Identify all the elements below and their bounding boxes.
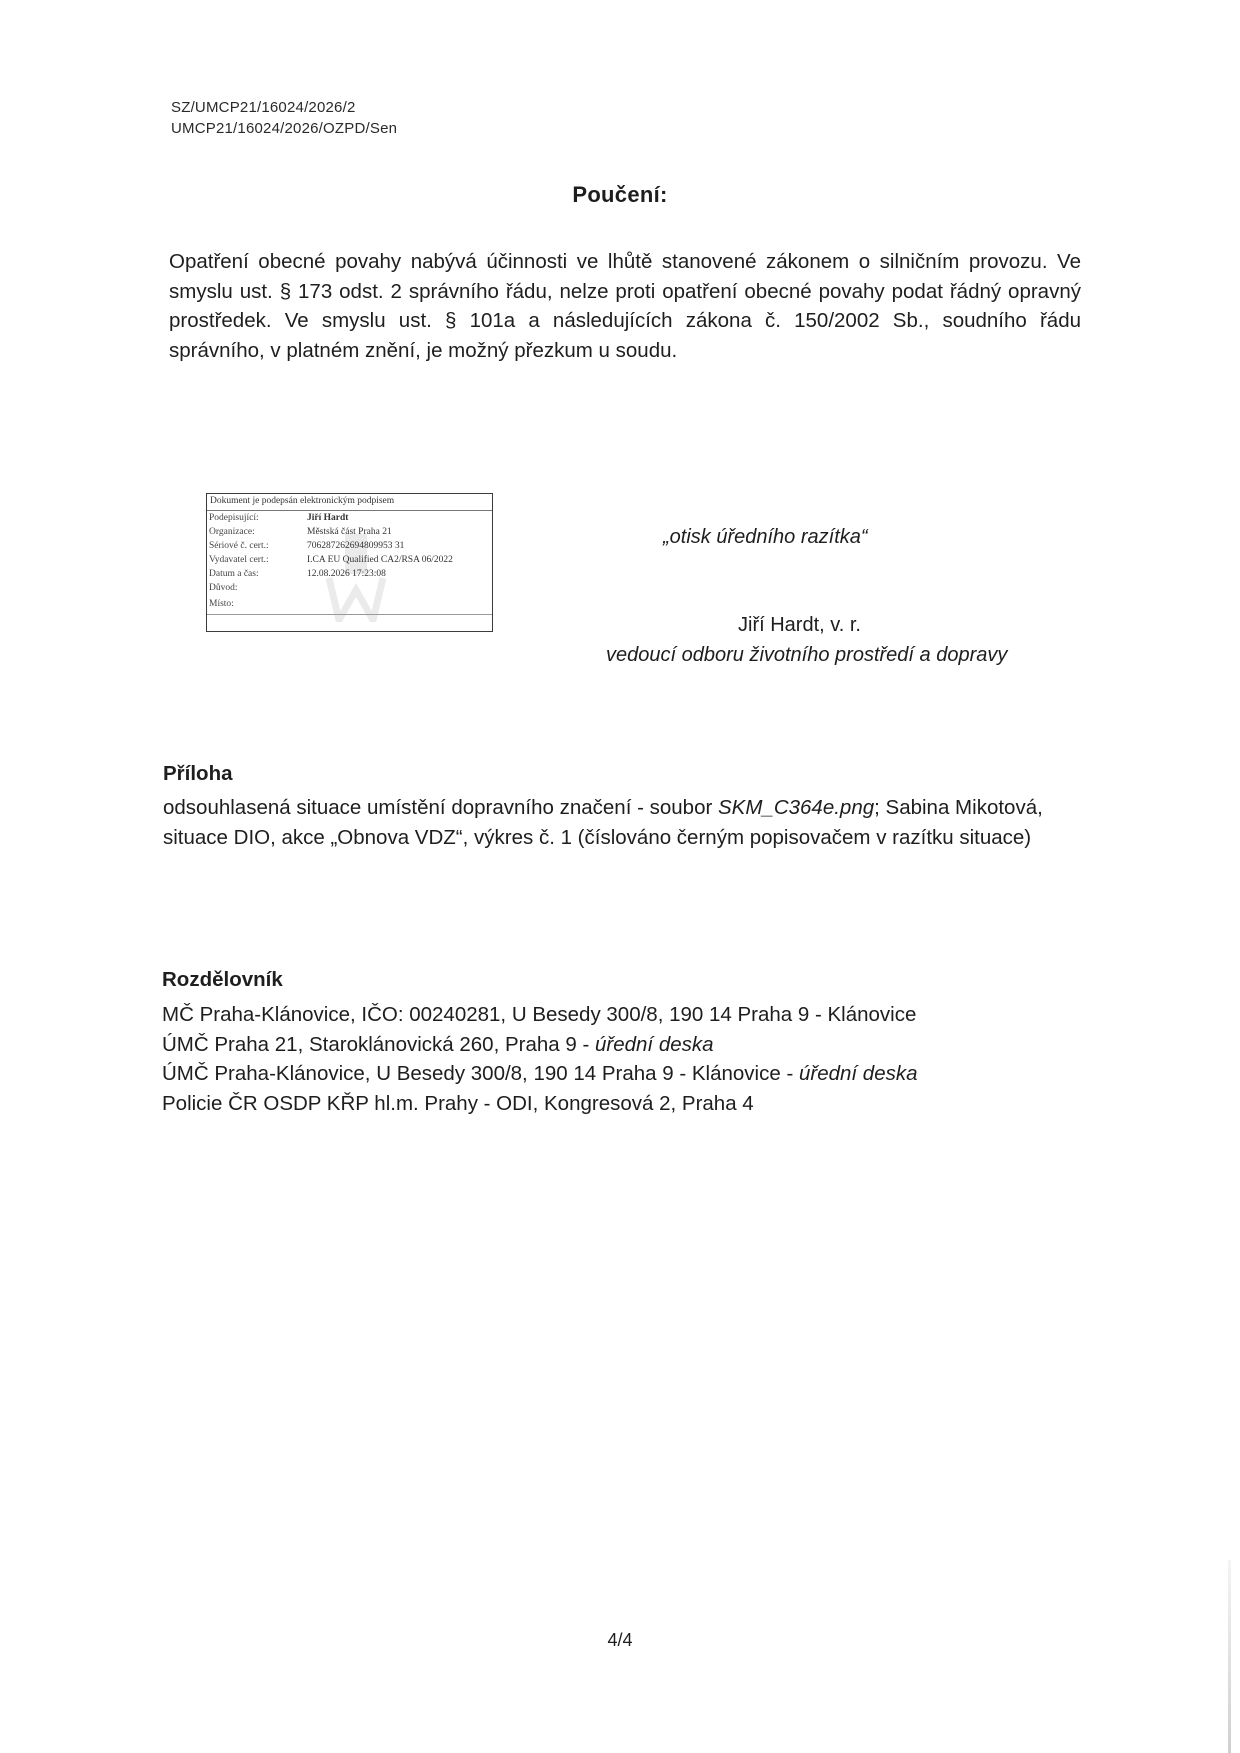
distribution-item-note: úřední deska xyxy=(798,1062,918,1085)
signature-row-value: 706287262694809953 31 xyxy=(307,541,405,551)
signature-row-label: Sériové č. cert.: xyxy=(209,541,269,551)
signature-box-divider xyxy=(207,510,492,511)
instructions-heading: Poučení: xyxy=(572,182,668,207)
signature-row-value: I.CA EU Qualified CA2/RSA 06/2022 xyxy=(307,555,453,565)
distribution-item-text: ÚMČ Praha-Klánovice, U Besedy 300/8, 190 14 Praha 9 - Klánovice - xyxy=(162,1062,799,1085)
signature-row-issuer xyxy=(209,555,490,568)
signature-row-place xyxy=(209,599,490,612)
signature-row-datetime xyxy=(209,569,490,582)
attachment-text xyxy=(163,793,1083,852)
distribution-item-text: Policie ČR OSDP KŘP hl.m. Prahy - ODI, Kongresová 2, Praha 4 xyxy=(162,1091,754,1115)
signature-box-divider xyxy=(207,614,492,615)
signature-row-signer xyxy=(209,513,490,526)
signature-row-label: Vydavatel cert.: xyxy=(209,555,269,565)
electronic-signature-box xyxy=(206,493,493,632)
signature-row-label: Důvod: xyxy=(209,583,238,593)
signature-box-title: Dokument je podepsán elektronickým podpisem xyxy=(210,496,395,506)
distribution-item-text: ÚMČ Praha 21, Staroklánovická 260, Praha 9 - xyxy=(162,1032,595,1056)
attachment-text-end: ; Sabina Mikotová, situace DIO, akce „Obnova VDZ“, výkres č. 1 (číslováno černým popisovačem v razítku situace) xyxy=(163,796,1043,849)
attachment-heading: Příloha xyxy=(163,762,233,785)
distribution-item-text: MČ Praha-Klánovice, IČO: 00240281, U Besedy 300/8, 190 14 Praha 9 - Klánovice xyxy=(162,1003,917,1026)
distribution-item xyxy=(162,1000,918,1030)
attachment-file-name: SKM_C364e.png xyxy=(718,796,875,819)
reference-number: SZ/UMCP21/16024/2026/2 xyxy=(171,99,356,116)
official-stamp-placeholder: „otisk úředního razítka“ xyxy=(663,526,868,548)
signer-name: Jiří Hardt, v. r. xyxy=(738,614,861,636)
distribution-list xyxy=(162,1000,918,1118)
distribution-item xyxy=(162,1089,918,1119)
attachment-text-start: odsouhlasená situace umístění dopravního značení - soubor xyxy=(163,796,718,819)
signer-role: vedoucí odboru životního prostředí a dopravy xyxy=(606,644,1008,666)
distribution-item xyxy=(162,1059,918,1089)
signature-row-label: Podepisující: xyxy=(209,513,259,523)
signature-row-value: Jiří Hardt xyxy=(307,513,349,523)
signature-row-label: Místo: xyxy=(209,599,234,609)
distribution-item xyxy=(162,1030,918,1060)
page-number: 4/4 xyxy=(607,1630,633,1650)
signature-row-value: 12.08.2026 17:23:08 xyxy=(307,569,386,579)
signature-row-label: Datum a čas: xyxy=(209,569,259,579)
signature-row-organization xyxy=(209,527,490,540)
file-reference-number: UMCP21/16024/2026/OZPD/Sen xyxy=(171,120,398,137)
scan-edge-shadow xyxy=(1228,1560,1231,1753)
signature-row-serial xyxy=(209,541,490,554)
distribution-heading: Rozdělovník xyxy=(162,968,283,991)
instructions-text: Opatření obecné povahy nabývá účinnosti ve lhůtě stanovené zákonem o silničním provozu. Ve smyslu ust. § 173 odst. 2 správního řádu, nelze proti opatření obecné povahy podat řádný opravný prostředek. Ve smyslu ust. § 101a a následujících zákona č. 150/2002 Sb., soudního řádu správního, v platném znění, je možný přezkum u soudu. xyxy=(169,250,1081,362)
signature-row-reason xyxy=(209,583,490,596)
distribution-item-note: úřední deska xyxy=(595,1032,714,1056)
signature-row-label: Organizace: xyxy=(209,527,255,537)
signature-row-value: Městská část Praha 21 xyxy=(307,527,392,537)
